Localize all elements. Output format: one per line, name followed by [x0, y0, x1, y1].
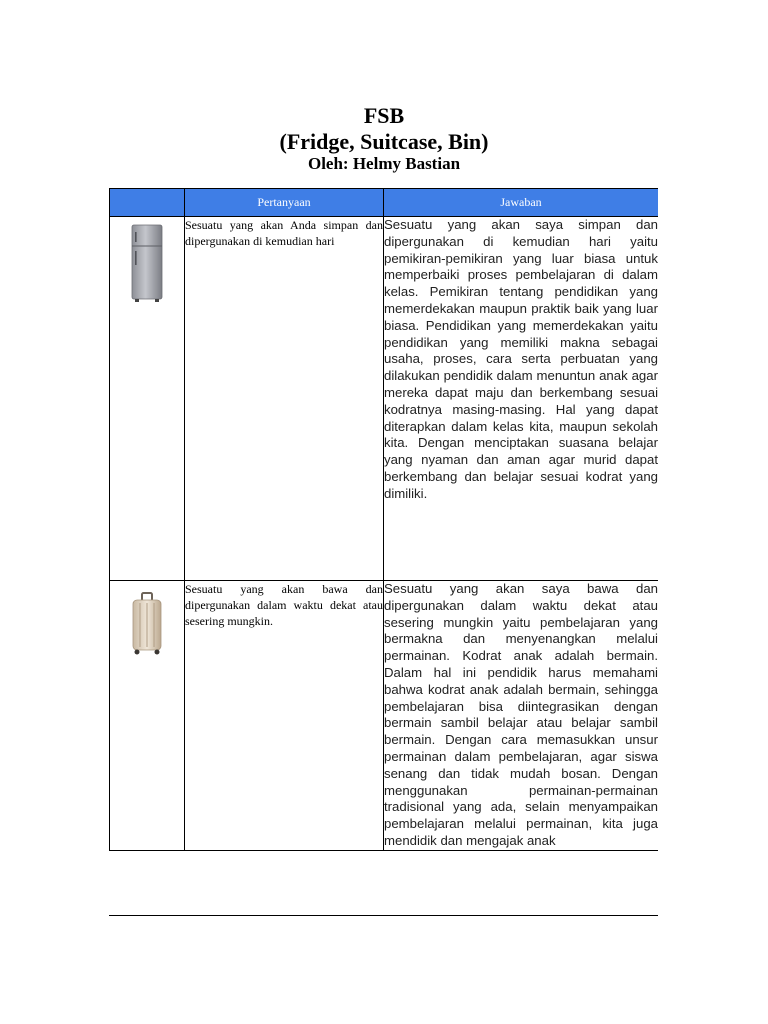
row-question: Sesuatu yang akan bawa dan dipergunakan dalam waktu dekat atau sesering mungkin.	[185, 581, 384, 851]
row-image-cell	[110, 217, 185, 581]
row-answer: Sesuatu yang akan saya simpan dan dipergunakan di kemudian hari yaitu pemikiran-pemikiran yang luar biasa untuk memperbaiki proses pembelajaran di dalam kelas. Pemikiran tentang pendidikan yang memerdekakan maupun praktik baik yang luar biasa. Pendidikan yang memerdekakan yaitu pendidikan yang memiliki makna sebagai usaha, proses, cara serta perbuatan yang dilakukan pendidik dalam menuntun anak agar mereka dapat maju dan berkembang sesuai kodratnya masing-masing. Hal yang dapat diterapkan dalam kelas kita, maupun sekolah kita. Dengan menciptakan suasana belajar yang nyaman dan aman agar murid dapat berkembang dan belajar sesuai kodrat yang dimiliki.	[384, 217, 659, 581]
table-row	[110, 581, 659, 851]
row-answer: Sesuatu yang akan saya bawa dan dipergunakan dalam waktu dekat atau sesering mungkin yaitu pembelajaran yang bermakna dan menyenangkan melalui permainan. Kodrat anak adalah bermain. Dalam hal ini pendidik harus memahami bahwa kodrat anak adalah bermain, sehingga pembelajaran bisa diintegrasikan dengan bermain sambil belajar atau belajar sambil bermain. Dengan cara memasukkan unsur permainan dalam pembelajaran, agar siswa senang dan tidak mudah bosan. Dengan menggunakan permainan-permainan tradisional yang ada, selain menyampaikan pembelajaran melalui permainan, kita juga mendidik dan mengajak anak	[384, 581, 659, 851]
header-answer: Jawaban	[384, 189, 659, 217]
fridge-icon	[129, 224, 165, 304]
row-image-cell	[110, 581, 185, 851]
fsb-table	[109, 188, 658, 851]
table-header-row	[110, 189, 659, 217]
header-image-cell	[110, 189, 185, 217]
row-question: Sesuatu yang akan Anda simpan dan dipergunakan di kemudian hari	[185, 217, 384, 581]
header-question: Pertanyaan	[185, 189, 384, 217]
fsb-table-container	[109, 188, 658, 916]
suitcase-icon	[127, 591, 167, 657]
document-subtitle: (Fridge, Suitcase, Bin)	[279, 129, 489, 154]
table-row	[110, 217, 659, 581]
table-bottom-border	[109, 915, 658, 916]
document-title: FSB	[363, 103, 405, 128]
document-author: Oleh: Helmy Bastian	[307, 154, 461, 173]
